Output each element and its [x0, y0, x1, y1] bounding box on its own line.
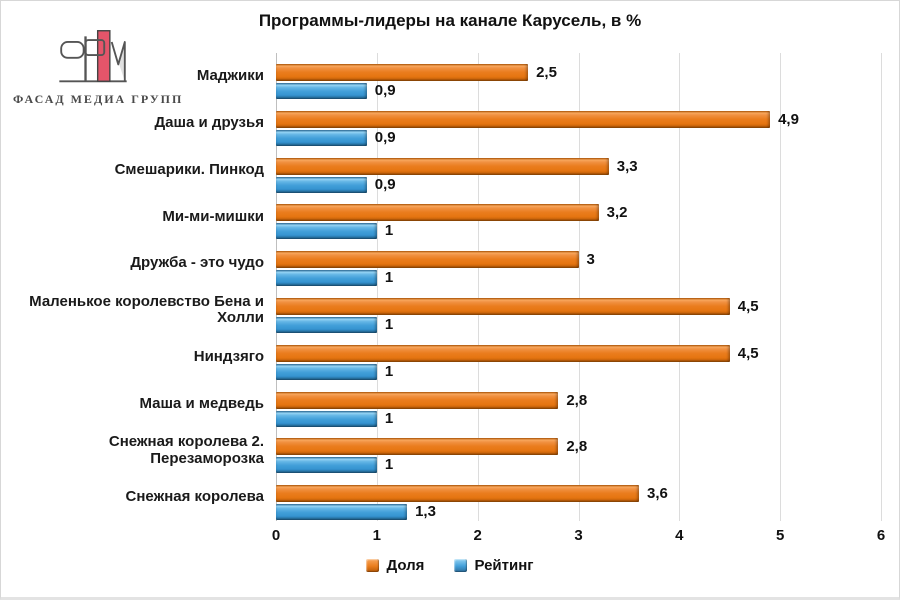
bar-share	[276, 298, 730, 315]
category-label: Маджики	[196, 67, 264, 85]
row-plot	[276, 100, 881, 147]
value-label: 3,2	[606, 204, 628, 222]
x-tick-label: 3	[574, 527, 583, 544]
row-plot	[276, 474, 881, 521]
value-label: 4,9	[778, 110, 799, 128]
x-tick-label: 2	[473, 527, 482, 544]
bar-share	[276, 204, 599, 221]
chart-row	[11, 474, 881, 521]
category-label: Ми-ми-мишки	[162, 207, 264, 225]
bar-rating	[276, 364, 377, 380]
category-label: Маленькое королевство Бена и Холли	[29, 292, 264, 327]
chart-row	[11, 193, 881, 240]
bar-rating	[276, 270, 377, 286]
legend-swatch-share-icon	[366, 559, 379, 572]
logo-text: ФАСАД МЕДИА ГРУПП	[13, 92, 184, 106]
row-plot	[276, 53, 881, 100]
chart-row	[11, 53, 881, 100]
bar-share	[276, 345, 730, 362]
bar-rows	[11, 53, 881, 521]
row-plot	[276, 334, 881, 381]
value-label: 4,5	[737, 344, 759, 362]
bar-share	[276, 158, 609, 175]
legend-label-share: Доля	[386, 557, 425, 574]
legend-label-rating: Рейтинг	[474, 557, 534, 574]
value-label: 2,8	[566, 438, 588, 456]
value-label: 3	[586, 251, 595, 269]
legend-item-share	[366, 557, 424, 574]
bar-rating	[276, 83, 367, 99]
chart-row	[11, 334, 881, 381]
chart-row	[11, 287, 881, 334]
legend-swatch-rating-icon	[454, 559, 467, 572]
value-label: 3,3	[616, 157, 638, 175]
value-label: 1	[384, 456, 394, 474]
value-label: 0,9	[374, 128, 396, 146]
bar-rating	[276, 177, 367, 193]
row-plot	[276, 381, 881, 428]
row-plot	[276, 193, 881, 240]
row-plot	[276, 240, 881, 287]
legend	[1, 557, 899, 574]
bar-rating	[276, 317, 377, 333]
category-label: Снежная королева 2. Перезаморозка	[108, 433, 264, 467]
bar-share	[276, 251, 579, 268]
bar-share	[276, 438, 558, 455]
value-label: 1,3	[415, 503, 436, 521]
category-label: Снежная королева	[125, 488, 264, 506]
x-tick-label: 1	[372, 527, 381, 544]
chart-row	[11, 240, 881, 287]
legend-item-rating	[454, 557, 533, 574]
value-label: 1	[384, 409, 394, 427]
row-plot	[276, 287, 881, 334]
category-label: Дружба - это чудо	[130, 254, 264, 272]
row-plot	[276, 147, 881, 194]
chart-row	[11, 381, 881, 428]
value-label: 1	[384, 315, 394, 333]
category-label: Даша и друзья	[154, 113, 264, 131]
x-tick-label: 4	[675, 527, 684, 544]
chart-row	[11, 147, 881, 194]
chart-row	[11, 427, 881, 474]
category-label: Смешарики. Пинкод	[114, 160, 264, 178]
bar-share	[276, 64, 528, 81]
x-tick-label: 6	[876, 527, 886, 544]
category-label: Маша и медведь	[139, 394, 264, 412]
x-tick-label: 5	[775, 527, 785, 544]
bar-share	[276, 392, 558, 409]
x-tick-label: 0	[271, 527, 281, 544]
bar-rating	[276, 411, 377, 427]
x-axis	[271, 527, 886, 547]
bar-rating	[276, 223, 377, 239]
value-label: 1	[384, 362, 394, 380]
chart-row	[11, 100, 881, 147]
value-label: 1	[384, 269, 394, 287]
bar-share	[276, 485, 639, 502]
category-label: Ниндзяго	[193, 347, 264, 365]
bar-rating	[276, 504, 407, 520]
value-label: 2,5	[536, 64, 557, 81]
bar-rating	[276, 457, 377, 473]
bar-rating	[276, 130, 367, 146]
gridline	[881, 53, 882, 521]
value-label: 4,5	[737, 297, 759, 315]
bar-share	[276, 111, 770, 128]
row-plot	[276, 427, 881, 474]
value-label: 1	[384, 222, 394, 240]
chart-title: Программы-лидеры на канале Карусель, в %	[258, 11, 642, 30]
value-label: 0,9	[374, 82, 396, 99]
value-label: 2,8	[566, 391, 588, 409]
value-label: 3,6	[647, 485, 668, 503]
value-label: 0,9	[374, 175, 396, 193]
